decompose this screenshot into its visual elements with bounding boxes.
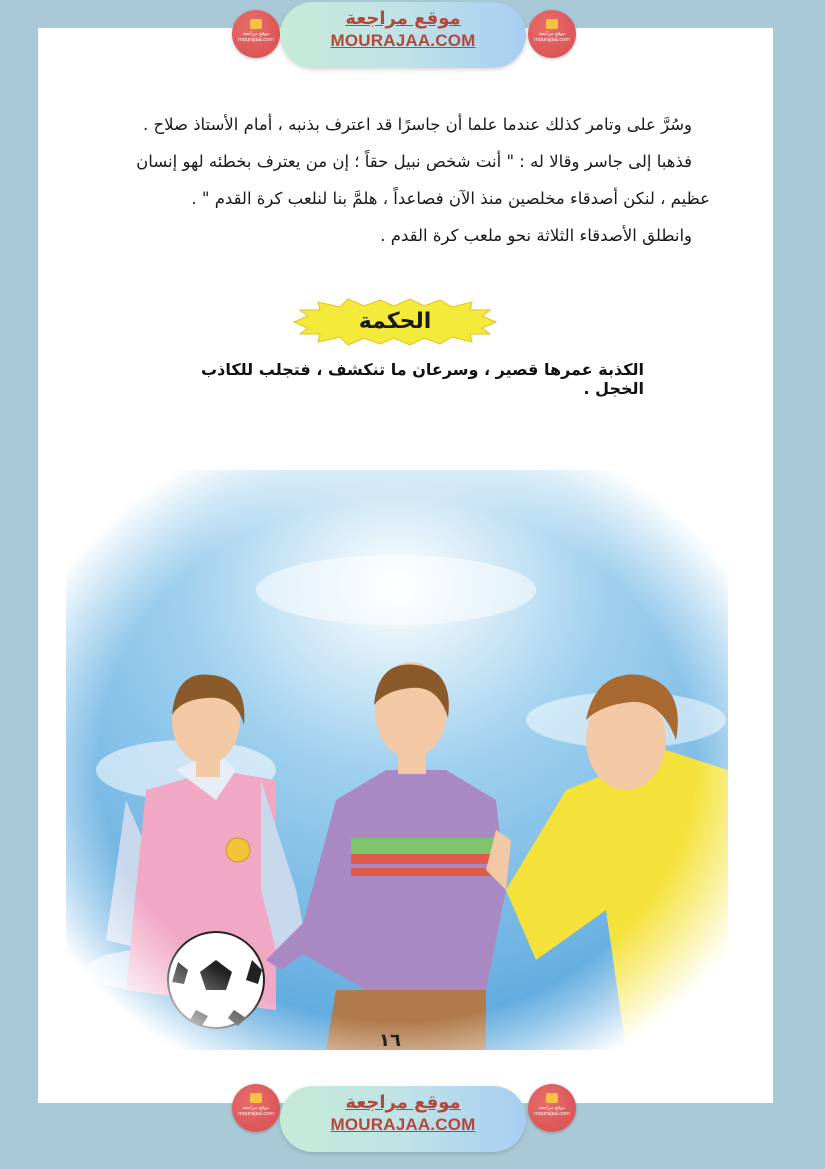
badge-label-ar: موقع مراجعة: [538, 1105, 566, 1111]
badge-label-ar: موقع مراجعة: [242, 1105, 270, 1111]
illustration-art: [66, 470, 728, 1050]
banner-title-en[interactable]: MOURAJAA.COM: [330, 31, 476, 50]
site-banner-top[interactable]: [280, 2, 526, 68]
logo-icon: [546, 19, 558, 29]
logo-icon: [250, 1093, 262, 1103]
logo-badge-left-bottom: [232, 1084, 280, 1132]
banner-title-ar[interactable]: موقع مراجعة: [345, 1092, 461, 1113]
wisdom-text: الكذبة عمرها قصير ، وسرعان ما تنكشف ، فتجلب للكاذب الخجل .: [201, 360, 644, 398]
logo-icon: [250, 19, 262, 29]
site-banner-bottom[interactable]: [280, 1086, 526, 1152]
logo-badge-right-bottom: [528, 1084, 576, 1132]
banner-title-ar[interactable]: موقع مراجعة: [345, 8, 461, 29]
page-number: ١٦: [379, 1030, 401, 1051]
badge-label-en: mourajaa.com: [237, 1111, 274, 1117]
badge-label-en: mourajaa.com: [533, 37, 570, 43]
story-line: عظيم ، لنكن أصدقاء مخلصين منذ الآن فصاعداً ، هلمَّ بنا لنلعب كرة القدم " .: [191, 189, 710, 208]
badge-label-ar: موقع مراجعة: [242, 31, 270, 37]
badge-label-ar: موقع مراجعة: [538, 31, 566, 37]
story-text: [68, 106, 710, 254]
badge-label-en: mourajaa.com: [237, 37, 274, 43]
logo-badge-left-top: [232, 10, 280, 58]
logo-badge-right-top: [528, 10, 576, 58]
story-line: وانطلق الأصدقاء الثلاثة نحو ملعب كرة القدم .: [380, 226, 692, 245]
story-line: وسُرَّ على وتامر كذلك عندما علما أن جاسرًا قد اعترف بذنبه ، أمام الأستاذ صلاح .: [142, 115, 692, 134]
illustration: [66, 470, 728, 1050]
badge-label-en: mourajaa.com: [533, 1111, 570, 1117]
story-line: فذهبا إلى جاسر وقالا له : " أنت شخص نبيل حقاً ؛ إن من يعترف بخطئه لهو إنسان: [136, 152, 692, 171]
banner-title-en[interactable]: MOURAJAA.COM: [330, 1115, 476, 1134]
wisdom-title: الحكمة: [358, 309, 432, 334]
logo-icon: [546, 1093, 558, 1103]
